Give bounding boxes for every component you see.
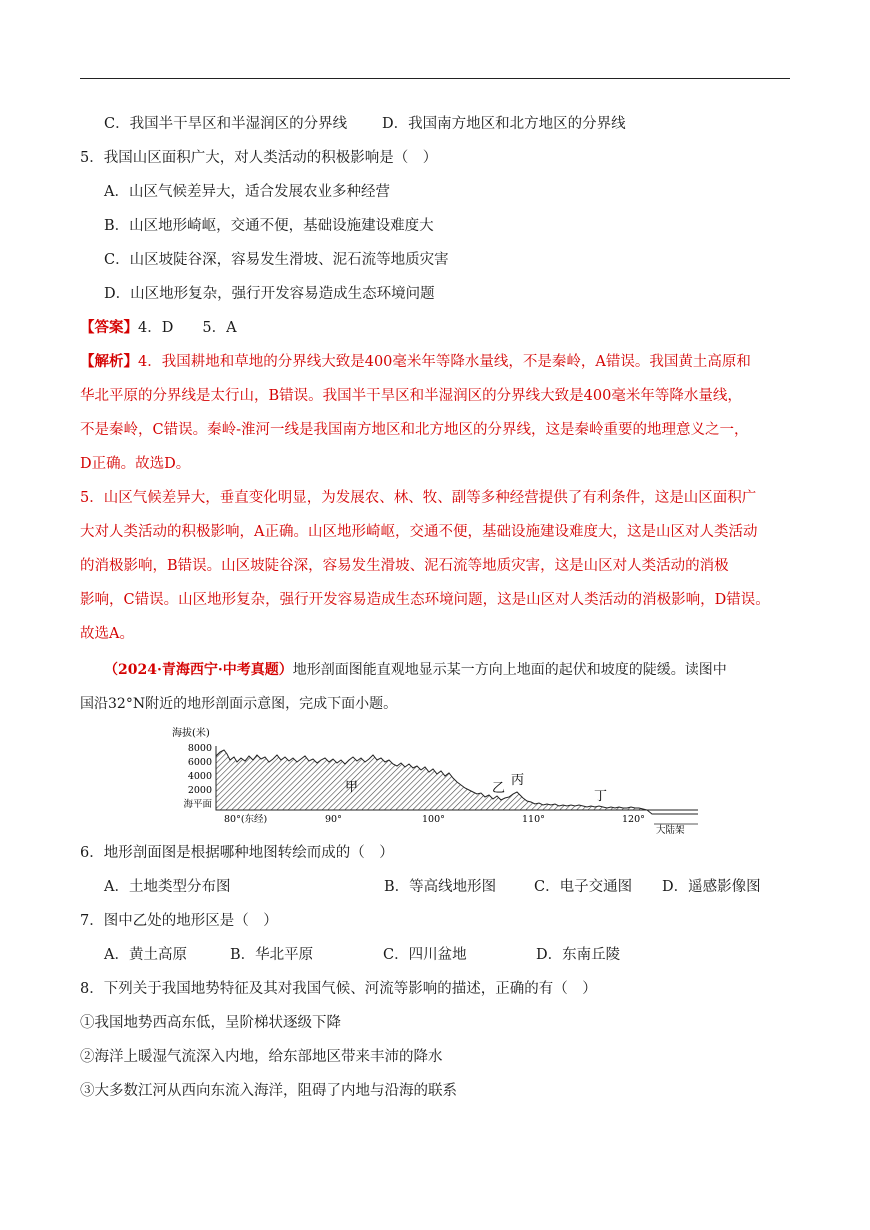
- q6-option-d: D．遥感影像图: [662, 879, 761, 895]
- x-tick-100: 100°: [422, 814, 445, 825]
- q8-statement-1: ①我国地势西高东低，呈阶梯状逐级下降: [80, 1015, 341, 1031]
- q6-options: [104, 877, 761, 897]
- q6-option-b: B．等高线地形图: [384, 879, 497, 895]
- q4-option-d: D．我国南方地区和北方地区的分界线: [382, 116, 626, 132]
- q7-option-d: D．东南丘陵: [536, 947, 621, 963]
- continental-shelf-label: 大陆架: [656, 825, 685, 834]
- intro-source: （2024·青海西宁·中考真题）: [104, 662, 293, 678]
- analysis-line-8: 影响，C错误。山区地形复杂，强行开发容易造成生态环境问题，这是山区对人类活动的消极影响，D错误。: [80, 592, 770, 608]
- q4-options-cd: [104, 114, 626, 134]
- analysis-line-3: 不是秦岭，C错误。秦岭-淮河一线是我国南方地区和北方地区的分界线，这是秦岭重要的地理意义之一，: [80, 422, 749, 438]
- q7-options: [104, 945, 620, 965]
- analysis-line-6: 大对人类活动的积极影响，A正确。山区地形崎岖，交通不便，基础设施建设难度大，这是山区对人类活动: [80, 524, 758, 540]
- continental-shelf-line: [647, 810, 698, 814]
- y-tick-4000: 4000: [187, 771, 212, 782]
- header-rule: [80, 78, 790, 79]
- x-tick-110: 110°: [522, 814, 545, 825]
- q6-option-c: C．电子交通图: [534, 879, 633, 895]
- intro-line-2: 国沿32°N附近的地形剖面示意图，完成下面小题。: [80, 696, 398, 712]
- answer-text: 4．D 5．A: [138, 320, 237, 336]
- q7-option-a: A．黄土高原: [104, 947, 187, 963]
- y-tick-6000: 6000: [187, 757, 212, 768]
- analysis-line-9: 故选A。: [80, 626, 134, 642]
- intro-text-1: 地形剖面图能直观地显示某一方向上地面的起伏和坡度的陡缓。读图中: [292, 662, 727, 678]
- q4-option-c: C．我国半干旱区和半湿润区的分界线: [104, 116, 348, 132]
- intro-line-1: [104, 660, 727, 680]
- x-tick-80: 80°(东经): [224, 814, 268, 825]
- q8-stem: 8．下列关于我国地势特征及其对我国气候、河流等影响的描述，正确的有（ ）: [80, 981, 597, 997]
- q5-option-d: D．山区地形复杂，强行开发容易造成生态环境问题: [104, 286, 435, 302]
- analysis-line-2: 华北平原的分界线是太行山，B错误。我国半干旱区和半湿润区的分界线大致是400毫米年等降水量线，: [80, 388, 742, 404]
- q5-stem: 5．我国山区面积广大，对人类活动的积极影响是（ ）: [80, 150, 438, 166]
- label-yi: 乙: [492, 781, 506, 796]
- label-bing: 丙: [511, 773, 525, 788]
- analysis-tag: 【解析】: [80, 353, 138, 370]
- x-tick-120: 120°: [622, 814, 645, 825]
- y-tick-2000: 2000: [187, 785, 212, 796]
- q7-stem: 7．图中乙处的地形区是（ ）: [80, 913, 278, 929]
- q7-option-c: C．四川盆地: [383, 947, 467, 963]
- q8-statement-2: ②海洋上暖湿气流深入内地，给东部地区带来丰沛的降水: [80, 1049, 443, 1065]
- analysis-line-5: 5．山区气候差异大，垂直变化明显，为发展农、林、牧、副等多种经营提供了有利条件，这是山区面积广: [80, 490, 757, 506]
- y-tick-8000: 8000: [187, 743, 212, 754]
- analysis-text: 4．我国耕地和草地的分界线大致是400毫米年等降水量线，不是秦岭，A错误。我国黄土高原和: [138, 354, 751, 370]
- terrain-profile-figure: [170, 724, 710, 834]
- label-ding: 丁: [594, 789, 608, 804]
- x-tick-90: 90°: [325, 814, 342, 825]
- answer-tag: 【答案】: [80, 319, 138, 336]
- q5-option-c: C．山区坡陡谷深，容易发生滑坡、泥石流等地质灾害: [104, 252, 449, 268]
- q8-statement-3: ③大多数江河从西向东流入海洋，阻碍了内地与沿海的联系: [80, 1083, 457, 1099]
- analysis-line-7: 的消极影响，B错误。山区坡陡谷深，容易发生滑坡、泥石流等地质灾害，这是山区对人类活动的消极: [80, 558, 729, 574]
- y-axis-title: 海拔(米): [172, 728, 210, 739]
- q6-stem: 6．地形剖面图是根据哪种地图转绘而成的（ ）: [80, 845, 394, 861]
- q6-option-a: A．土地类型分布图: [104, 879, 231, 895]
- q5-option-b: B．山区地形崎岖，交通不便，基础设施建设难度大: [104, 218, 434, 234]
- q7-option-b: B．华北平原: [230, 947, 314, 963]
- label-jia: 甲: [345, 780, 359, 795]
- analysis-line-1: [80, 352, 751, 372]
- sea-level-label: 海平面: [183, 799, 212, 810]
- terrain-profile: [216, 750, 647, 810]
- analysis-line-4: D正确。故选D。: [80, 456, 191, 472]
- terrain-profile-svg: [170, 724, 710, 834]
- q5-option-a: A．山区气候差异大，适合发展农业多种经营: [104, 184, 390, 200]
- answer-line: [80, 318, 237, 338]
